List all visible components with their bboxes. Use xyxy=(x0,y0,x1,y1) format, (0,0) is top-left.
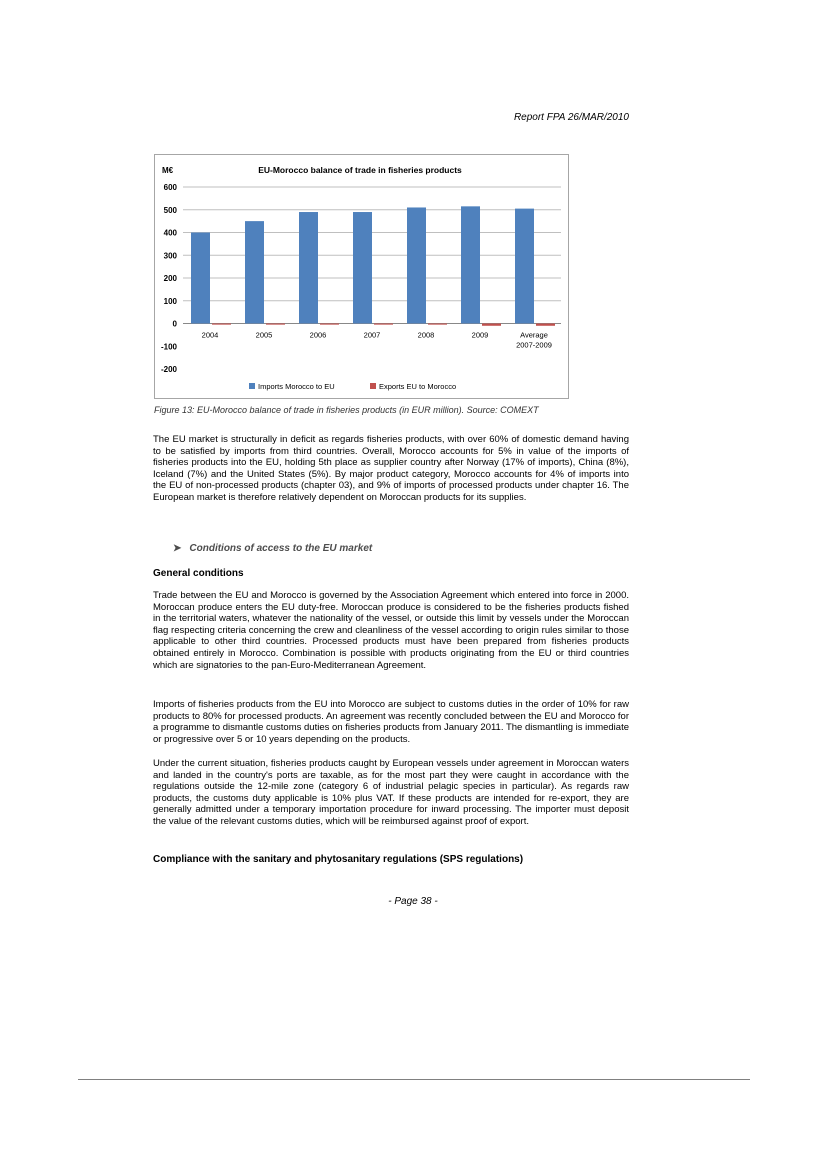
bar-imports xyxy=(461,206,480,323)
paragraph-customs-duties: Imports of fisheries products from the EU into Morocco are subject to customs duties in the order of 10% for raw products to 80% for processed products. An agreement was recently concluded between the EU and Morocco for a programme to dismantle customs duties on fisheries products from January 2011. The dismantling is immediate or progressive over 5 or 10 years depending on the products. xyxy=(153,699,629,745)
chart-canvas xyxy=(155,155,568,398)
y-tick-label: 300 xyxy=(163,251,177,261)
bar-exports xyxy=(482,324,501,326)
trade-balance-chart xyxy=(154,154,569,399)
y-tick-label: 400 xyxy=(163,228,177,238)
subheading-general-conditions: General conditions xyxy=(153,568,244,579)
x-axis-labels xyxy=(202,331,552,350)
y-tick-label: 600 xyxy=(163,183,177,192)
footer-divider xyxy=(78,1079,750,1080)
figure-caption: Figure 13: EU-Morocco balance of trade in fisheries products (in EUR million). Source: COMEXT xyxy=(154,405,539,415)
bar-imports xyxy=(353,212,372,323)
bar-imports xyxy=(245,221,264,323)
paragraph-current-situation: Under the current situation, fisheries products caught by European vessels under agreement in Moroccan waters and landed in the country's ports are taxable, as for the most part they were caught in accordance with the regulations outside the 12-mile zone (category 6 of industrial pelagic species in particular). As regards raw products, the customs duty applicable is 10% plus VAT. If these products are intended for re-export, they are generally admitted under a temporary importation procedure for inward processing. The importer must deposit the value of the relevant customs duties, which will be reimbursed against proof of export. xyxy=(153,758,629,827)
y-tick-label: ‐200 xyxy=(160,365,177,374)
x-category-label: 2004 xyxy=(201,330,219,340)
x-category-label: 2006 xyxy=(309,330,327,340)
y-tick-label: 0 xyxy=(172,319,177,329)
paragraph-eu-market: The EU market is structurally in deficit as regards fisheries products, with over 60% of domestic demand having to be satisfied by imports from third countries. Overall, Morocco accounts for 5% in value of the imports of fisheries products into the EU, holding 5th place as supplier country after Norway (17% of imports), China (8%), Iceland (7%) and the United States (5%). By major product category, Morocco accounts for 4% of imports into the EU of non-processed products (chapter 03), and 9% of imports of processed products under chapter 16. The European market is therefore relatively dependent on Moroccan products for its supplies. xyxy=(153,434,629,503)
x-category-label: 2009 xyxy=(471,330,489,340)
bar-imports xyxy=(191,233,210,324)
legend-label: Imports Morocco to EU xyxy=(258,382,335,391)
bar-imports xyxy=(515,209,534,324)
y-axis-unit-label: M€ xyxy=(162,166,174,175)
paragraph-trade-agreement: Trade between the EU and Morocco is governed by the Association Agreement which entered into force in 2000. Moroccan produce enters the EU duty-free. Moroccan produce is considered to be the fisheries products fished in the territorial waters, whatever the nationality of the vessel, or outside this limit by vessels under the Moroccan flag respecting criteria concerning the crew and cleanliness of the vessel according to origin rules similar to those applicable to other third countries. Processed products must have been prepared from fisheries products obtained entirely in Morocco. Combination is possible with products originating from the EU or third countries which are signatories to the pan-Euro-Mediterranean Agreement. xyxy=(153,590,629,671)
x-category-label: Average 2007-2009 xyxy=(516,330,552,350)
report-reference: Report FPA 26/MAR/2010 xyxy=(513,112,629,123)
chart-title: EU-Morocco balance of trade in fisheries products xyxy=(258,165,462,175)
legend-swatch xyxy=(370,383,376,389)
arrow-bullet-icon: ➤ xyxy=(173,543,182,554)
bar-exports xyxy=(266,324,285,325)
bar-imports xyxy=(407,207,426,323)
bar-imports xyxy=(299,212,318,323)
x-category-label: 2008 xyxy=(417,330,435,340)
bars xyxy=(191,206,555,325)
bar-exports xyxy=(374,324,393,325)
y-tick-label: 500 xyxy=(163,205,177,215)
legend-swatch xyxy=(249,383,255,389)
y-tick-label: 100 xyxy=(163,296,177,306)
bar-exports xyxy=(428,324,447,325)
y-tick-label: 200 xyxy=(163,274,177,283)
bar-exports xyxy=(320,324,339,325)
section-heading-text: Conditions of access to the EU market xyxy=(189,543,373,554)
y-axis-ticks xyxy=(161,183,178,374)
bar-exports xyxy=(536,324,555,326)
chart-legend xyxy=(249,382,456,391)
x-category-label: 2005 xyxy=(255,330,273,340)
bar-exports xyxy=(212,324,231,325)
y-tick-label: ‐100 xyxy=(160,342,177,352)
legend-label: Exports EU to Morocco xyxy=(379,382,457,391)
x-category-label: 2007 xyxy=(363,330,381,340)
page-number: - Page 38 - xyxy=(388,896,438,907)
section-heading xyxy=(173,543,372,554)
subheading-sps: Compliance with the sanitary and phytosanitary regulations (SPS regulations) xyxy=(153,854,524,865)
